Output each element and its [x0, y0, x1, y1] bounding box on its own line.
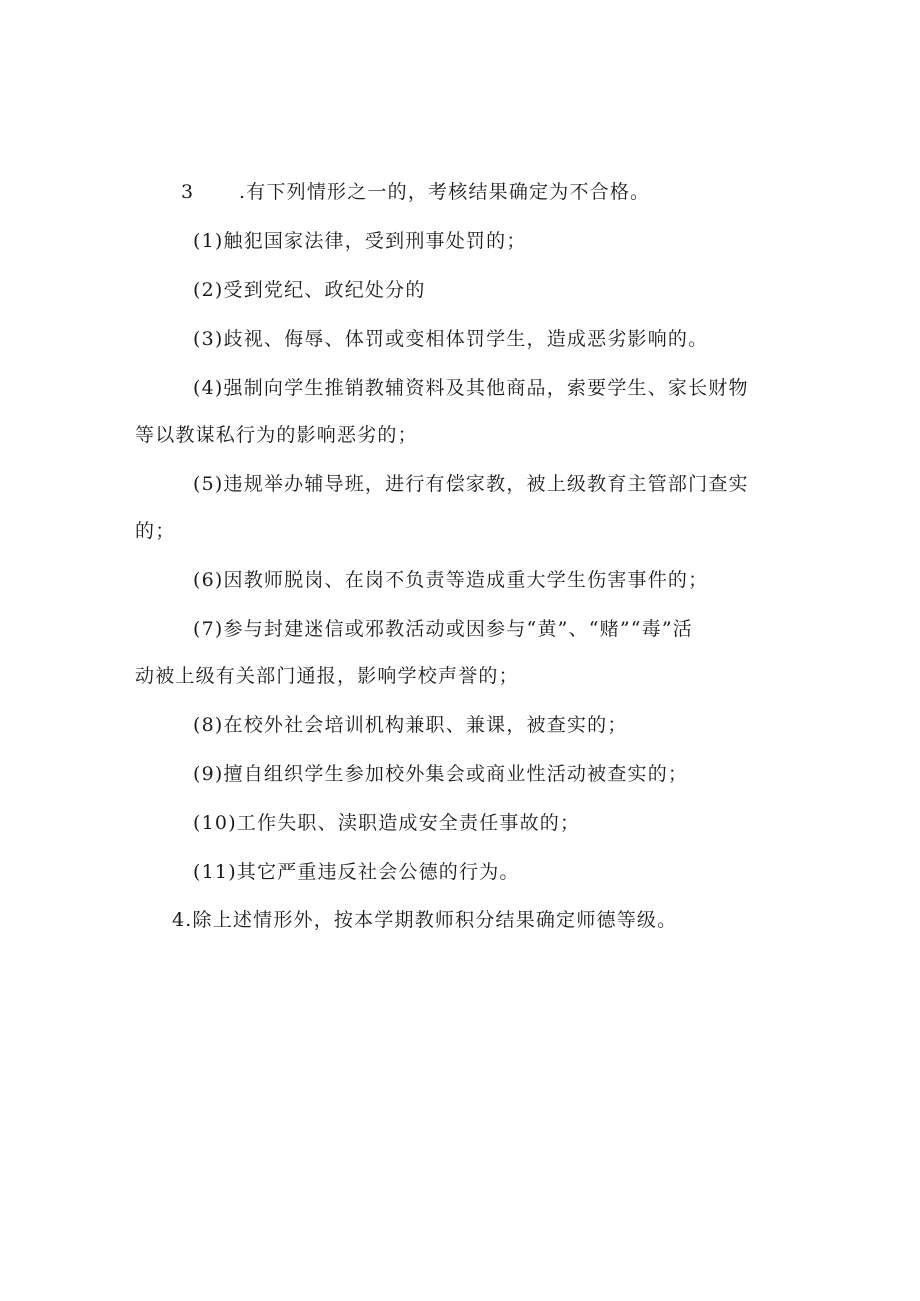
item-3: (3)歧视、侮辱、体罚或变相体罚学生，造成恶劣影响的。 [193, 328, 709, 350]
item-9: (9)擅自组织学生参加校外集会或商业性活动被查实的； [193, 763, 689, 785]
item-7-line-2: 动被上级有关部门通报，影响学校声誉的； [135, 665, 519, 687]
item-1: (1)触犯国家法律，受到刑事处罚的； [193, 230, 527, 252]
item-7-line-1: (7)参与封建迷信或邪教活动或因参与“黄”、“赌”“毒”活 [193, 618, 693, 640]
item-11: (11)其它严重违反社会公德的行为。 [193, 861, 520, 883]
item-5-line-2: 的； [135, 520, 176, 542]
item-5-line-1: (5)违规举办辅导班，进行有偿家教，被上级教育主管部门查实 [193, 473, 749, 495]
item-4-line-1: (4)强制向学生推销教辅资料及其他商品，索要学生、家长财物 [193, 377, 749, 399]
item-4-line-2: 等以教谋私行为的影响恶劣的； [135, 424, 418, 446]
item-2: (2)受到党纪、政纪处分的 [193, 279, 426, 301]
heading-text: .有下列情形之一的，考核结果确定为不合格。 [239, 181, 651, 203]
item-8: (8)在校外社会培训机构兼职、兼课，被查实的； [193, 714, 628, 736]
heading-3 [135, 180, 790, 204]
heading-number: 3 [181, 181, 195, 203]
closing-paragraph: 4.除上述情形外，按本学期教师积分结果确定师德等级。 [172, 909, 678, 931]
item-10: (10)工作失职、渎职造成安全责任事故的； [193, 812, 581, 834]
item-6: (6)因教师脱岗、在岗不负责等造成重大学生伤害事件的； [193, 569, 709, 591]
